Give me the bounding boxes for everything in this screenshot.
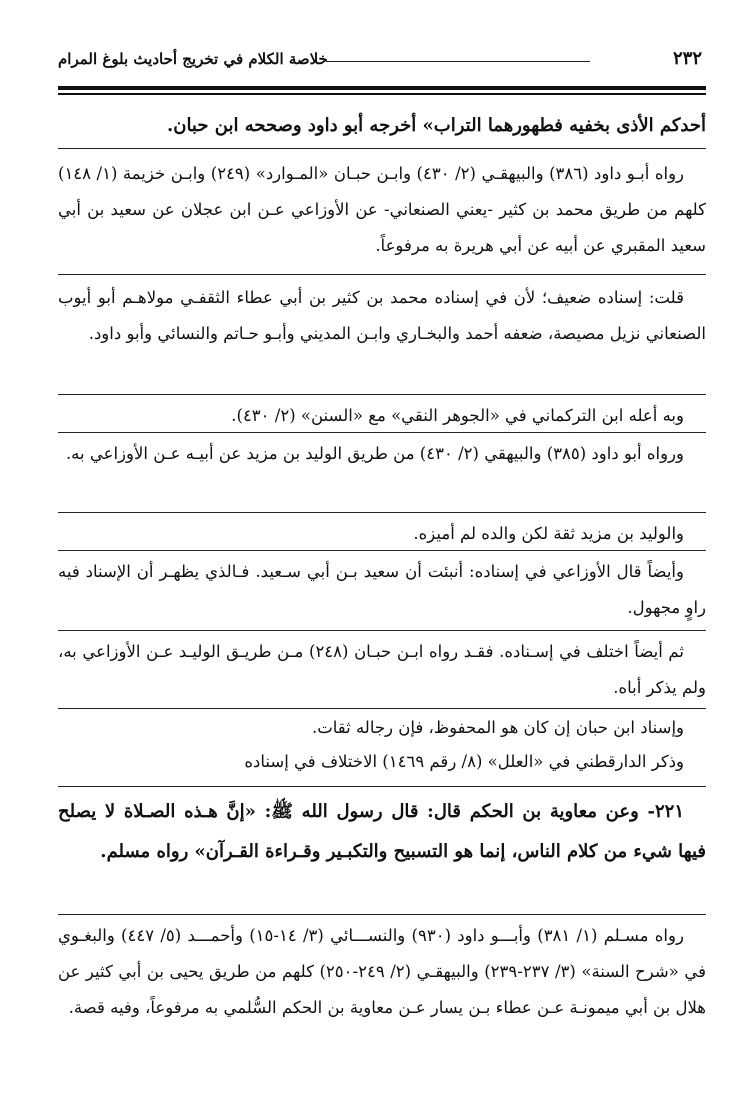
commentary-paragraph: وإسناد ابن حبان إن كان هو المحفوظ، فإن رجاله ثقات. <box>311 718 684 737</box>
takhrij-paragraph: رواه أبـو داود (٣٨٦) والبيهقـي (٢/ ٤٣٠) وابـن حبـان «المـوارد» (٢٤٩) وابـن خزيمة (١/ ١٤٨) كلهم من طريق محمد بن كثير -يعني الصنعاني- عن الأوزاعي عـن ابن عجلان عن سعيد بن أبي سعيد المقبري عن أبيه عن أبي هريرة به مرفوعاً. <box>58 164 706 255</box>
takhrij-paragraph: ورواه أبو داود (٣٨٥) والبيهقي (٢/ ٤٣٠) من طريق الوليد بن مزيد عن أبيـه عـن الأوزاعي به. <box>65 444 684 463</box>
commentary-paragraph: وأيضاً قال الأوزاعي في إسناده: أنبئت أن سعيد بـن أبي سـعيد. فـالذي يظهـر أن الإسناد فيه راوٍ مجهول. <box>58 562 706 617</box>
header-rule <box>326 61 590 62</box>
commentary-paragraph: وذكر الدارقطني في «العلل» (٨/ رقم ١٤٦٩) الاختلاف في إسناده <box>244 752 684 771</box>
page-number: ٢٣٢ <box>672 48 702 69</box>
paragraph-divider <box>58 630 706 631</box>
commentary-paragraph: ثم أيضاً اختلف في إسـناده. فقـد رواه ابـن حبـان (٢٤٨) مـن طريـق الوليـد عـن الأوزاعي به، ولم يذكر أباه. <box>58 642 706 697</box>
hadith-221: ٢٢١- وعن معاوية بن الحكم قال: قال رسول الله ﷺ: «إنَّ هـذه الصـلاة لا يصلح فيها شيء من كلام الناس، إنما هو التسبيح والتكبـير وقـراءة القـرآن» رواه مسلم. <box>58 801 706 862</box>
commentary-paragraph: قلت: إسناده ضعيف؛ لأن في إسناده محمد بن كثير بن أبي عطاء الثقفـي مولاهـم أبو أيوب الصنعاني نزيل مصيصة، ضعفه أحمد والبخـاري وابـن المديني وأبـو حـاتم والنسائي وأبو داود. <box>58 288 706 343</box>
paragraph-divider <box>58 550 706 551</box>
paragraph-divider <box>58 394 706 395</box>
book-title: خلاصة الكلام في تخريج أحاديث بلوغ المرام <box>58 50 328 68</box>
hadith-text-continuation: أحدكم الأذى بخفيه فطهورهما التراب» أخرجه أبو داود وصححه ابن حبان. <box>166 115 706 136</box>
paragraph-divider <box>58 708 706 709</box>
takhrij-paragraph: رواه مسـلم (١/ ٣٨١) وأبـــو داود (٩٣٠) والنســـائي (٣/ ١٤-١٥) وأحمـــد (٥/ ٤٤٧) والبغـوي في «شرح السنة» (٣/ ٢٣٧-٢٣٩) والبيهقـي (٢/ ٢٤٩-٢٥٠) كلهم من طريق يحيى بن أبي كثير عن هلال بن أبي ميمونـة عـن عطاء بـن يسار عـن معاوية بن الحكم السُّلمي به مرفوعاً، وفيه قصة. <box>58 926 706 1017</box>
commentary-paragraph: وبه أعله ابن التركماني في «الجوهر النقي» مع «السنن» (٢/ ٤٣٠). <box>231 406 684 425</box>
header-divider-thick <box>58 86 706 90</box>
paragraph-divider <box>58 786 706 787</box>
page-header <box>58 44 706 78</box>
paragraph-divider <box>58 274 706 275</box>
header-divider-thin <box>58 93 706 95</box>
commentary-paragraph: والوليد بن مزيد ثقة لكن والده لم أميزه. <box>413 524 684 543</box>
paragraph-divider <box>58 432 706 433</box>
paragraph-divider <box>58 914 706 915</box>
paragraph-divider <box>58 148 706 149</box>
paragraph-divider <box>58 512 706 513</box>
